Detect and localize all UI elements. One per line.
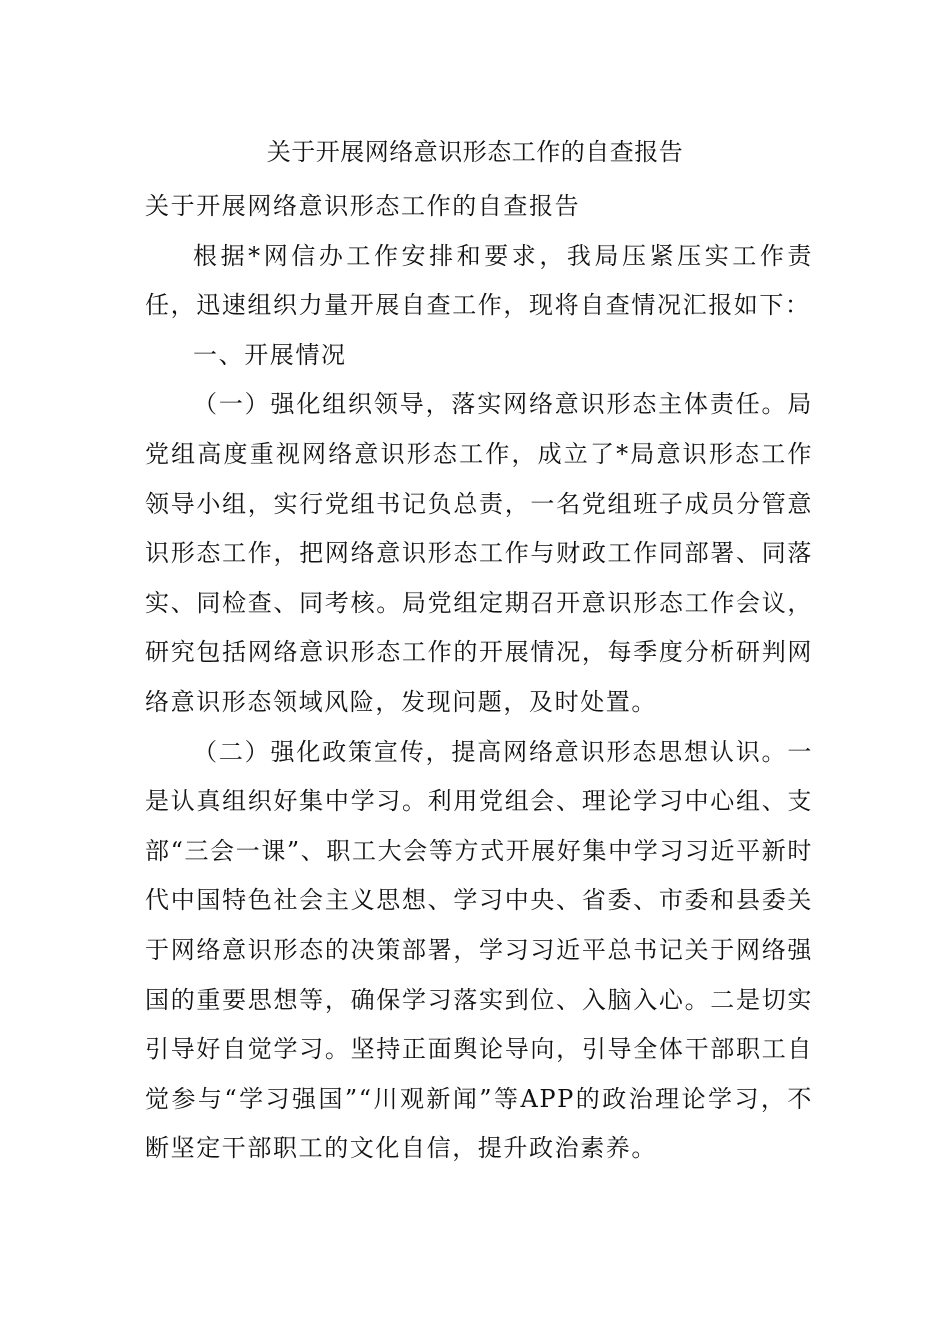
document-title: 关于开展网络意识形态工作的自查报告: [266, 138, 684, 166]
document-subtitle: 关于开展网络意识形态工作的自查报告: [145, 192, 581, 220]
intro-paragraph: 根据*网信办工作安排和要求，我局压紧压实工作责任，迅速组织力量开展自查工作，现将自查情况汇报如下：: [145, 241, 813, 320]
document-body: [145, 182, 813, 1174]
section-heading-1: 一、开展情况: [193, 340, 347, 369]
paragraph-organization-leadership: （一）强化组织领导，落实网络意识形态主体责任。局党组高度重视网络意识形态工作，成立了*局意识形态工作领导小组，实行党组书记负总责，一名党组班子成员分管意识形态工作，把网络意识形态工作与财政工作同部署、同落实、同检查、同考核。局党组定期召开意识形态工作会议，研究包括网络意识形态工作的开展情况，每季度分析研判网络意识形态领域风险，发现问题，及时处置。: [145, 390, 813, 716]
paragraph-policy-promotion: （二）强化政策宣传，提高网络意识形态思想认识。一是认真组织好集中学习。利用党组会、理论学习中心组、支部“三会一课”、职工大会等方式开展好集中学习习近平新时代中国特色社会主义思想、学习中央、省委、市委和县委关于网络意识形态的决策部署，学习习近平总书记关于网络强国的重要思想等，确保学习落实到位、入脑入心。二是切实引导好自觉学习。坚持正面舆论导向，引导全体干部职工自觉参与“学习强国”“川观新闻”等APP的政治理论学习，不断坚定干部职工的文化自信，提升政治素养。: [145, 737, 813, 1163]
